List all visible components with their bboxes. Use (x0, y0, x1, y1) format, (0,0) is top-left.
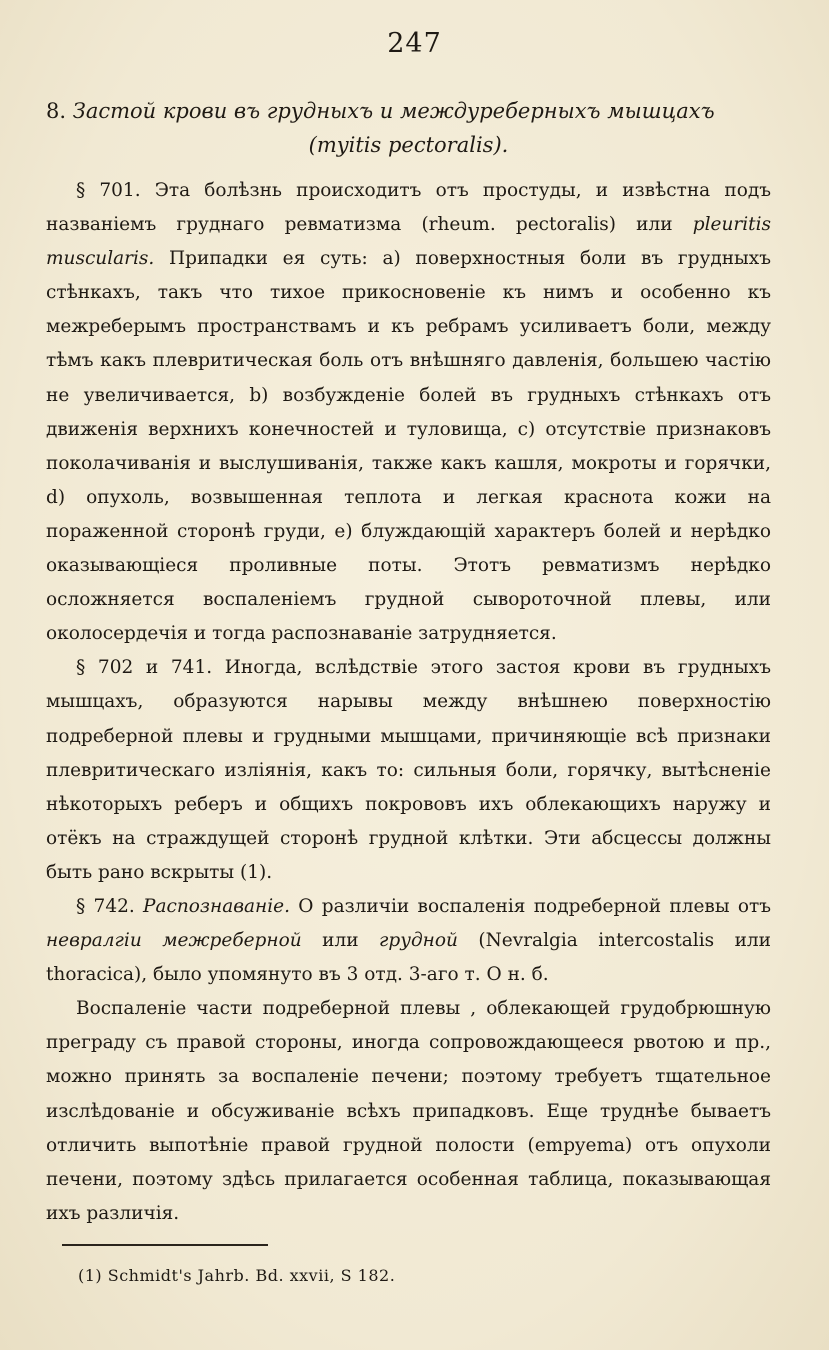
paragraph-p701 (46, 174, 771, 651)
text-segment: О различіи воспаленія подреберной плевы отъ (289, 895, 771, 917)
italic-text: невралгіи межреберной (46, 930, 302, 952)
text-segment: § 701. Эта болѣзнь происходитъ отъ простуды, и извѣстна подъ названіемъ груднаго ревматизма (rheum. pectoralis) или (46, 180, 771, 236)
section-heading (46, 94, 771, 162)
section-title: Застой крови въ грудныхъ и междуреберныхъ мышцахъ (72, 99, 715, 123)
text-segment: Воспаленіе части подреберной плевы , облекающей грудобрюшную преграду съ правой стороны, иногда сопровождающееся рвотою и пр., можно принять за воспаленіе печени; поэтому требуетъ тщательное изслѣдованіе и обсуживаніе всѣхъ припадковъ. Еще труднѣе бываетъ отличить выпотѣніе правой грудной полости (empyema) отъ опухоли печени, поэтому здѣсь прилагается особенная таблица, показывающая ихъ различія. (46, 998, 771, 1224)
paragraph-p742b (46, 992, 771, 1231)
footnote: (1) Schmidt's Jahrb. Bd. xxvii, S 182. (78, 1266, 396, 1285)
text-segment: § 702 и 741. Иногда, вслѣдствіе этого застоя крови въ грудныхъ мышцахъ, образуются нарывы между внѣшнею поверхностію подреберной плевы и грудными мышцами, причиняющіе всѣ признаки плевритическаго изліянія, какъ то: сильныя боли, горячку, вытѣсненіе нѣкоторыхъ реберъ и общихъ покрововъ ихъ облекающихъ наружу и отёкъ на страждущей сторонѣ грудной клѣтки. Эти абсцессы должны быть рано вскрыты (1). (46, 657, 771, 883)
italic-text: грудной (379, 930, 458, 952)
text-segment: (Nevralgia intercostalis или thoracica), было упомянуто въ 3 отд. 3-аго т. О н. б. (46, 930, 771, 986)
section-number: 8. (46, 99, 67, 123)
section-subtitle: (myitis pectoralis). (308, 133, 509, 157)
footnote-divider (62, 1244, 268, 1246)
paragraph-p742 (46, 890, 771, 992)
page-number: 247 (387, 28, 442, 59)
italic-text: pleuritis muscularis. (46, 214, 771, 270)
italic-text: Распознаваніе. (143, 895, 290, 917)
text-segment: § 742. (76, 895, 144, 917)
paragraph-p702 (46, 651, 771, 890)
text-segment: Припадки ея суть: a) поверхностныя боли въ грудныхъ стѣнкахъ, такъ что тихое прикосновеніе къ нимъ и особенно къ межреберымъ пространствамъ и къ ребрамъ усиливаетъ боли, между тѣмъ какъ плевритическая боль отъ внѣшняго давленія, большею частію не увеличивается, b) возбужденіе болей въ грудныхъ стѣнкахъ отъ движенія верхнихъ конечностей и туловища, c) отсутствіе признаковъ поколачиванія и выслушиванія, также какъ кашля, мокроты и горячки, d) опухоль, возвышенная теплота и легкая краснота кожи на пораженной сторонѣ груди, e) блуждающій характеръ болей и нерѣдко оказывающіеся проливные поты. Этотъ ревматизмъ нерѣдко осложняется воспаленіемъ грудной сывороточной плевы, или околосердечія и тогда распознаваніе затрудняется. (46, 248, 771, 645)
body-text (46, 174, 771, 1231)
text-segment: или (301, 930, 380, 952)
